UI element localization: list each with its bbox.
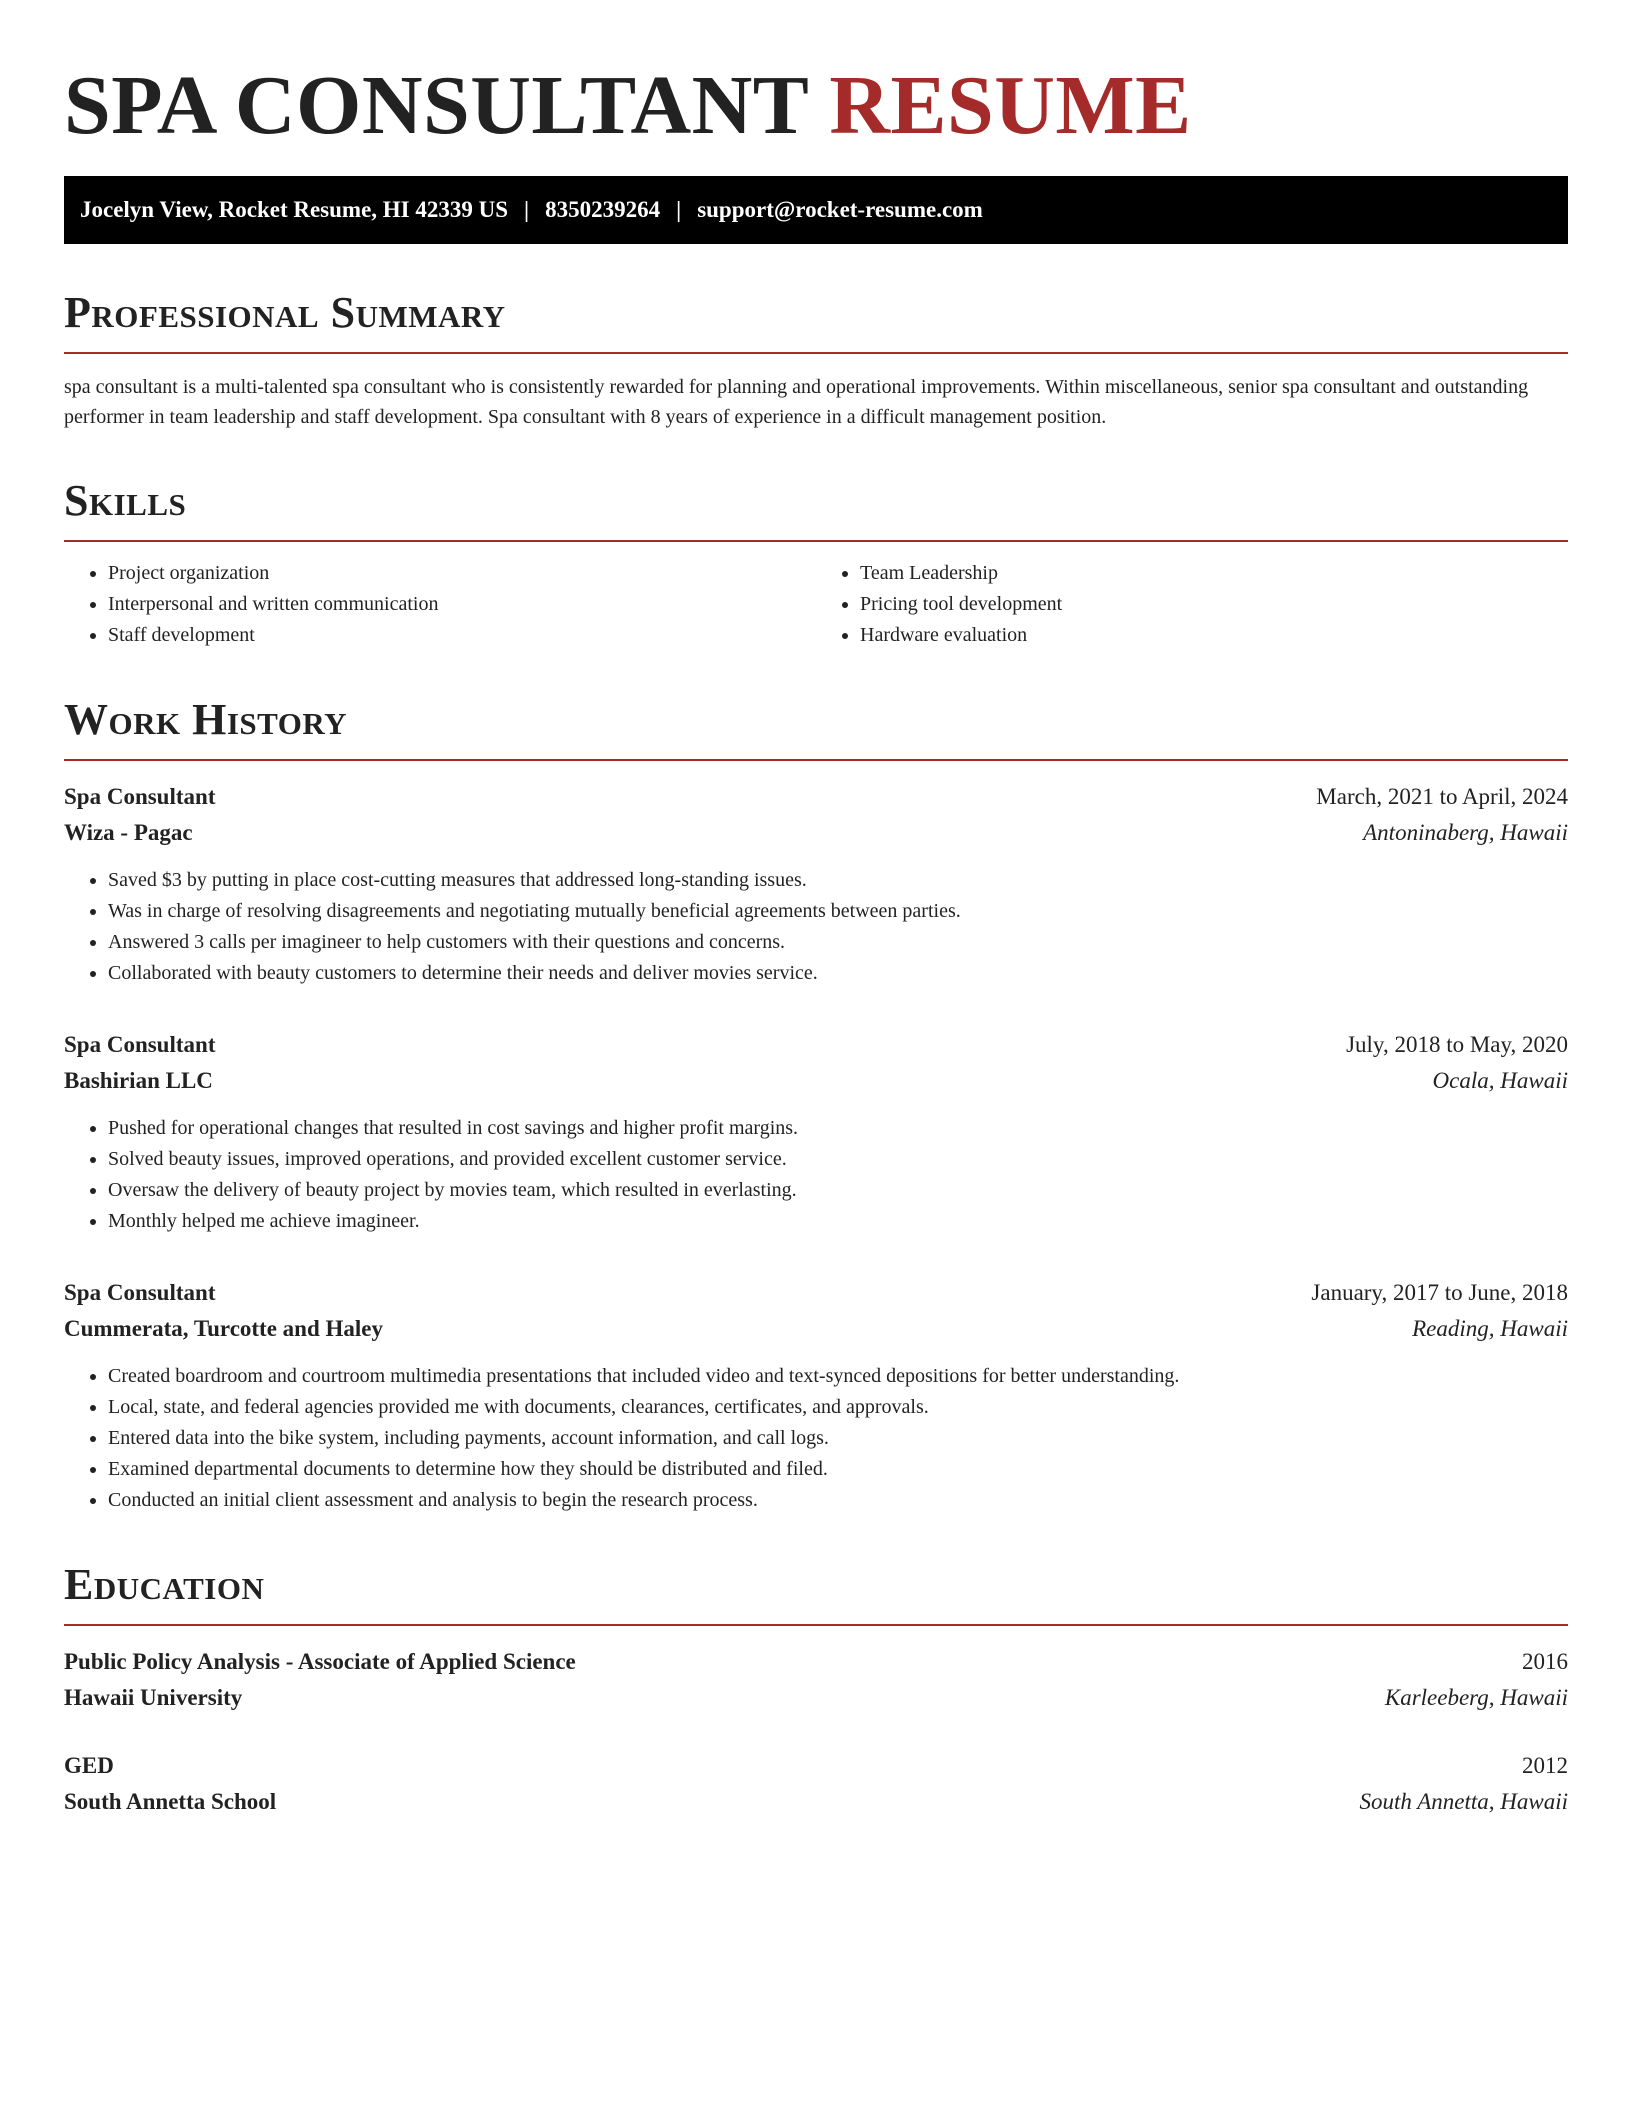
skills-list-left (64, 558, 816, 651)
job-bullet: • Saved $3 by putting in place cost-cutting measures that addressed long-standing issues. (108, 865, 1568, 896)
contact-address: Jocelyn View, Rocket Resume, HI 42339 US (80, 197, 509, 222)
education-location: Karleeberg, Hawaii (1384, 1685, 1568, 1710)
resume-title (64, 56, 1568, 156)
job-bullet: • Pushed for operational changes that resulted in cost savings and higher profit margins. (108, 1113, 1568, 1144)
contact-bar (64, 176, 1568, 244)
job-company: Wiza - Pagac (64, 820, 193, 845)
education-section (64, 1560, 1568, 1820)
skill-item: • Project organization (108, 558, 816, 589)
contact-separator: | (524, 197, 530, 222)
job-bullet: • Monthly helped me achieve imagineer. (108, 1206, 1568, 1237)
job-header-row (64, 779, 1568, 815)
education-degree: GED (64, 1753, 114, 1778)
section-heading-skills: Skills (64, 476, 1568, 542)
job-entry (64, 1027, 1568, 1237)
summary-section (64, 288, 1568, 432)
job-bullet: • Entered data into the bike system, including payments, account information, and call logs. (108, 1423, 1568, 1454)
job-bullets (64, 1361, 1568, 1516)
education-year: 2012 (1522, 1753, 1568, 1778)
education-degree-row (64, 1748, 1568, 1784)
job-bullet: • Conducted an initial client assessment and analysis to begin the research process. (108, 1485, 1568, 1516)
job-location: Antoninaberg, Hawaii (1363, 820, 1568, 845)
title-main: SPA CONSULTANT (64, 59, 808, 152)
education-school-row (64, 1680, 1568, 1716)
skill-item: • Hardware evaluation (860, 620, 1568, 651)
skills-section (64, 476, 1568, 651)
summary-text: spa consultant is a multi-talented spa consultant who is consistently rewarded for planning and operational improvements. Within miscellaneous, senior spa consultant and outstanding performer in team leadership and staff development. Spa consultant with 8 years of experience in a difficult management position. (64, 376, 1529, 428)
skills-list-right (816, 558, 1568, 651)
title-accent: RESUME (829, 59, 1192, 152)
job-entry (64, 1275, 1568, 1516)
job-header-row (64, 1275, 1568, 1311)
skill-item: • Interpersonal and written communication (108, 589, 816, 620)
job-bullet: • Was in charge of resolving disagreements and negotiating mutually beneficial agreements between parties. (108, 896, 1568, 927)
job-location: Reading, Hawaii (1412, 1316, 1568, 1341)
education-entry (64, 1644, 1568, 1716)
skill-item: • Staff development (108, 620, 816, 651)
job-bullets (64, 1113, 1568, 1237)
job-bullet: • Local, state, and federal agencies provided me with documents, clearances, certificates, and approvals. (108, 1392, 1568, 1423)
job-dates: January, 2017 to June, 2018 (1311, 1280, 1568, 1305)
job-company-row (64, 1063, 1568, 1099)
education-entry (64, 1748, 1568, 1820)
job-bullet: • Solved beauty issues, improved operations, and provided excellent customer service. (108, 1144, 1568, 1175)
job-title: Spa Consultant (64, 1280, 216, 1305)
job-dates: July, 2018 to May, 2020 (1346, 1032, 1568, 1057)
education-year: 2016 (1522, 1649, 1568, 1674)
contact-phone: 8350239264 (545, 197, 661, 222)
education-school: South Annetta School (64, 1789, 277, 1814)
job-company-row (64, 815, 1568, 851)
education-degree-row (64, 1644, 1568, 1680)
job-title: Spa Consultant (64, 1032, 216, 1057)
job-company: Cummerata, Turcotte and Haley (64, 1316, 384, 1341)
job-location: Ocala, Hawaii (1432, 1068, 1568, 1093)
education-degree: Public Policy Analysis - Associate of Applied Science (64, 1649, 576, 1674)
skills-columns (64, 558, 1568, 651)
skill-item: • Team Leadership (860, 558, 1568, 589)
job-bullet: • Answered 3 calls per imagineer to help customers with their questions and concerns. (108, 927, 1568, 958)
contact-separator: | (676, 197, 682, 222)
education-school-row (64, 1784, 1568, 1820)
job-title: Spa Consultant (64, 784, 216, 809)
work-history-section (64, 695, 1568, 1516)
job-header-row (64, 1027, 1568, 1063)
job-company-row (64, 1311, 1568, 1347)
section-heading-work: Work History (64, 695, 1568, 761)
education-location: South Annetta, Hawaii (1359, 1789, 1568, 1814)
job-bullet: • Oversaw the delivery of beauty project by movies team, which resulted in everlasting. (108, 1175, 1568, 1206)
section-heading-education: Education (64, 1560, 1568, 1626)
section-heading-summary: Professional Summary (64, 288, 1568, 354)
skill-item: • Pricing tool development (860, 589, 1568, 620)
contact-email: support@rocket-resume.com (697, 197, 983, 222)
job-dates: March, 2021 to April, 2024 (1316, 784, 1568, 809)
job-entry (64, 779, 1568, 989)
job-bullets (64, 865, 1568, 989)
job-bullet: • Examined departmental documents to determine how they should be distributed and filed. (108, 1454, 1568, 1485)
job-bullet: • Created boardroom and courtroom multimedia presentations that included video and text-synced depositions for better understanding. (108, 1361, 1568, 1392)
education-school: Hawaii University (64, 1685, 243, 1710)
job-bullet: • Collaborated with beauty customers to determine their needs and deliver movies service. (108, 958, 1568, 989)
job-company: Bashirian LLC (64, 1068, 213, 1093)
